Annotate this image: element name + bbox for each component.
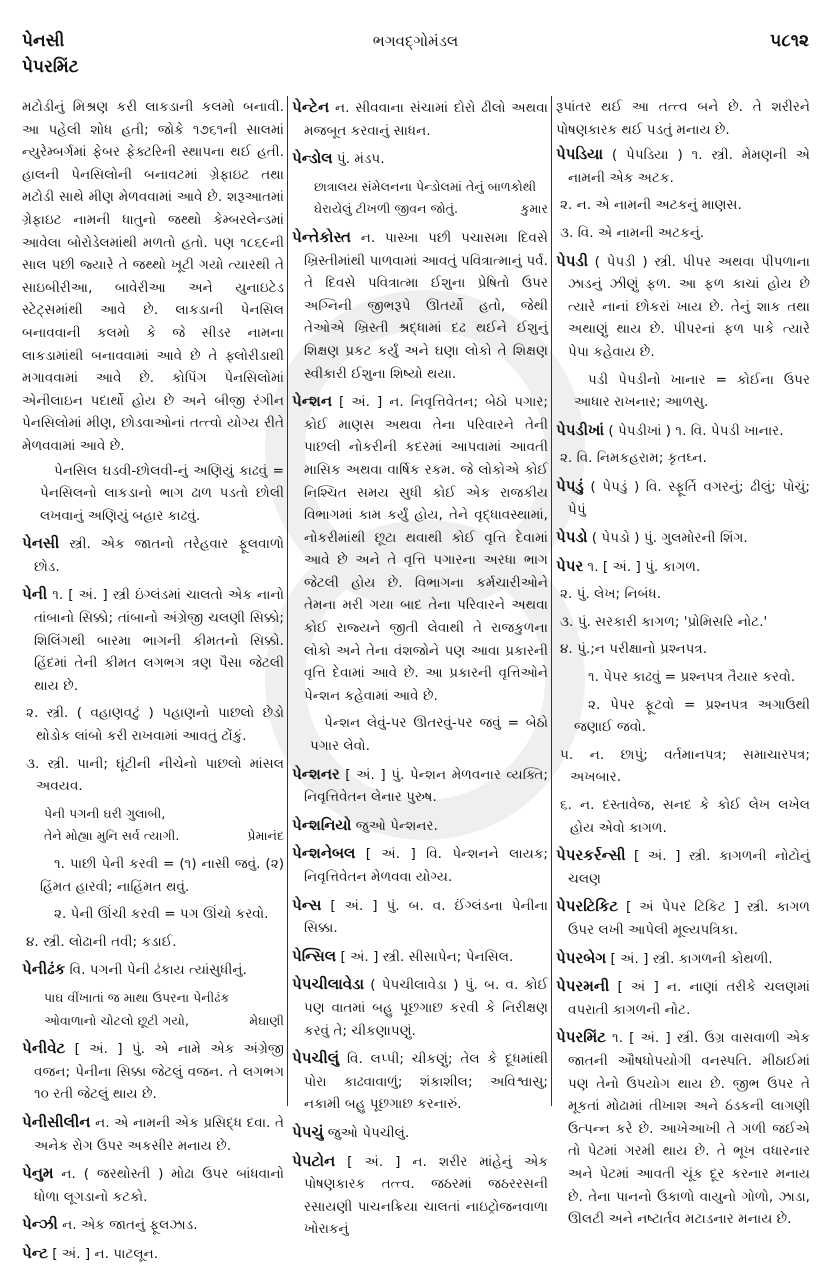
column-divider: [551, 96, 552, 1106]
entry-sense: [556, 638, 810, 661]
dictionary-entry: [556, 555, 810, 579]
definition-text: ન. એ નામની એક પ્રસિદ્ધ દવા. તે અનેક રોગ ઉપર અકસીર મનાય છે.: [34, 1114, 284, 1154]
idiom-phrase: [22, 460, 284, 528]
dictionary-entry: [556, 895, 810, 941]
definition-text: ૨. પું. લેખ; નિબંધ.: [560, 586, 662, 603]
dictionary-entry: [292, 945, 548, 969]
definition-text: ન. ( જરથોસ્તી ) મોઢા ઉપર બાંધવાનો ધોળા લૂગડાનો કટકો.: [34, 1166, 284, 1205]
headword: પેપરબેગ: [556, 948, 607, 967]
headword: પેન્શનિયો: [292, 815, 352, 834]
dictionary-entry: [22, 1037, 284, 1106]
entry-sense: [22, 702, 284, 747]
dictionary-entry: [556, 250, 810, 364]
definition-text: [ અં. ] વિ. પેન્શનને લાયક; નિવૃત્તિવેતન મેળવવા યોગ્ય.: [304, 846, 548, 885]
definition-text: ( પેપડી ) સ્ત્રી. પીપર અથવા પીપળાના ઝાડનું ઝીણું ફળ. આ ફળ કાચાં હોય છે ત્યારે નાનાં છોકરાં ખાય છે. તેનું શાક તથા અથાણું થાય છે. પીપરનાં ફળ પાકે ત્યારે પેપા કહેવાય છે.: [568, 253, 810, 360]
entry-continuation: [556, 96, 810, 141]
dictionary-entry: [556, 526, 810, 550]
dictionary-entry: [292, 894, 548, 940]
definition-text: ન. એક જાતનું ફૂલઝાડ.: [57, 1217, 198, 1234]
definition-text: [ અં. ] ન. શરીર માંહેનું એક પોષણકારક તત્ત્વ. જઠરમાં જઠરરસની રસાયણી પાચનક્રિયા ચાલતાં નાઇટ્રોજનવાળા ખોરાકનું: [304, 1153, 548, 1238]
headword: પેનસી: [22, 534, 60, 553]
dictionary-entry: [22, 1162, 284, 1208]
quote-attribution: પ્રેમાનંદ: [247, 828, 284, 844]
dictionary-entry: [556, 947, 810, 971]
dictionary-entry: [292, 842, 548, 888]
definition-text: ૩. સ્ત્રી. પાની; ઘૂંટીની નીચેનો પાછલો માંસલ અવયવ.: [26, 755, 284, 795]
column-divider: [287, 96, 288, 1106]
quote-line: પાઘ વીંખાતાં જ માથા ઉપરના પેનીઢંક: [44, 989, 230, 1005]
entry-sense: [22, 753, 284, 798]
dictionary-entry: [22, 958, 284, 982]
page-number: ૫૮૧૨: [770, 31, 809, 51]
dictionary-entry: [292, 973, 548, 1042]
definition-text: ૪. સ્ત્રી. લોઢાની તવી; કડાઈ.: [26, 933, 177, 950]
dictionary-entry: [292, 1121, 548, 1145]
headword: પેન્શનેબલ: [292, 844, 356, 863]
headword: પેપચીલાવેડા: [292, 975, 365, 994]
definition-text: [ અં. ] સ્ત્રી. કાગળની કોથળી.: [606, 950, 773, 967]
quotation: [22, 987, 284, 1032]
idiom-phrase: [292, 712, 548, 757]
idiom-phrase: [22, 903, 284, 926]
definition-text: પેનસિલ ઘડવી-છોલવી-નું અણિયું કાઢવું = પેનસિલનો લાકડાનો ભાગ ઢાળ પડતો છોલી લખવાનું અણિયું બહાર કાઢવું.: [40, 462, 284, 524]
definition-text: [ અં. ] પું. બ. વ. ઈંગ્લંડના પેનીના સિક્કા.: [304, 897, 548, 937]
definition-text: ( પેપડીખાં ) ૧. વિ. પેપડી ખાનાર.: [604, 422, 784, 439]
definition-text: ૫. ન. છાપું; વર્તમાનપત્ર; સમાચારપત્ર; અખબાર.: [560, 746, 810, 786]
definition-text: [ અં પેપર ટિકિટ ] સ્ત્રી. કાગળ ઉપર લખી આપેલી મૂલ્યપત્રિકા.: [568, 899, 810, 938]
definition-text: [ અં. ] ન. નિવૃત્તિવેતન; બેઠો પગાર; કોઈ માણસ અથવા તેના પરિવારને તેની પાછલી નોકરીની કદરમાં આપવામાં આવતી માસિક અથવા વાર્ષિક રકમ. જે લોકોએ કોઈ નિશ્ચિત સમય સુધી કોઈ એક રાજકીય વિભાગમાં કામ કર્યું હોય, તેને વૃદ્ધાવસ્થામાં, નોકરીમાંથી છૂટા થવાથી કોઈ વૃત્તિ દેવામાં આવે છે અને તે વૃત્તિ પગારના અરધા ભાગ જેટલી હોય છે. વિભાગના કર્મચારીઓને તેમના મરી ગયા બાદ તેના પરિવારને અથવા કોઈ રાજ્યને જીતી લેવાથી તે રાજકુળના લોકો અને તેના વંશજોને પણ આવા પ્રકારની વૃત્તિ દેવામાં આવે છે. આ પ્રકારની વૃત્તિઓને પેન્શન કહેવામાં આવે છે.: [304, 394, 548, 704]
definition-text: પેન્શન લેવું-પર ઊતરવું-પર જવું = બેઠો પગાર લેવો.: [310, 715, 548, 755]
definition-text: રૂપાંતર થઈ આ તત્ત્વ બને છે. તે શરીરને પોષણકારક થઈ પડતું મનાય છે.: [556, 99, 810, 138]
dictionary-entry: [292, 390, 548, 707]
dictionary-entry: [556, 844, 810, 890]
definition-text: જુઓ પેન્શનર.: [351, 817, 438, 834]
headword: પેન્ડોલ: [292, 149, 333, 168]
dictionary-entry: [292, 763, 548, 809]
definition-text: [ અં. ] પું. એ નામે એક અંગ્રેજી વજન; પેનીના સિક્કા જેટલું વજન. તે લગભગ ૧૦ રતી જેટલું થાય છે.: [34, 1041, 284, 1103]
dictionary-entry: [22, 1213, 284, 1237]
definition-text: [ અં. ] પું. પેન્શન મેળવનાર વ્યક્તિ; નિવૃત્તિવેતન લેનાર પુરુષ.: [304, 766, 548, 806]
dictionary-entry: [556, 975, 810, 1021]
idiom-phrase: [556, 694, 810, 739]
definition-text: [ અં. ] ન. પાટલૂન.: [47, 1245, 159, 1262]
column-1: [22, 96, 284, 1271]
definition-text: ( પેપચીલાવેડા ) પું. બ. વ. કોઈ પણ વાતમાં બહુ પૂછગાછ કરવી કે નિરીક્ષણ કરવું તે; ચીકણાપણું.: [304, 977, 548, 1039]
headword: પેપરકર્રન્સી: [556, 846, 626, 865]
quote-attribution: મેઘાણી: [249, 1012, 284, 1028]
dictionary-entry: [292, 226, 548, 385]
dictionary-entry: [292, 147, 548, 171]
headword: પેપટોન: [292, 1151, 336, 1170]
entry-sense: [556, 447, 810, 470]
entry-sense: [556, 194, 810, 217]
definition-text: જુઓ પેપચીલું.: [323, 1124, 410, 1141]
definition-text: ૨. વિ. નિમકહરામ; કૃતઘ્ન.: [560, 450, 707, 467]
definition-text: ( પેપડો ) પું. ગુલમોરની શિંગ.: [587, 530, 748, 547]
entry-sense: [22, 931, 284, 954]
definition-text: સ્ત્રી. એક જાતનો તરેહવાર ફૂલવાળો છોડ.: [34, 536, 284, 575]
headword: પેનુમ: [22, 1164, 54, 1183]
idiom-phrase: [556, 666, 810, 689]
dictionary-entry: [22, 1242, 284, 1266]
definition-text: [ અં. ] સ્ત્રી. કાગળની નોટોનું ચલણ: [568, 848, 810, 887]
headword: પેન્શનર: [292, 764, 340, 783]
headword: પેપરમની: [556, 977, 610, 996]
column-2: [292, 96, 548, 1246]
headword: પેનીસીલીન: [22, 1112, 91, 1131]
definition-text: [ અં. ] સ્ત્રી. સીસાપેન; પેનસિલ.: [336, 948, 514, 965]
headword: પેન્તેકોસ્ત: [292, 227, 351, 246]
definition-text: ૧. [ અં. ] સ્ત્રી. ઉગ્ર વાસવાળી એક જાતની ઔષધોપયોગી વનસ્પતિ. મીઠાઈમાં પણ તેનો ઉપયોગ થાય છે. જીભ ઉપર તે મૂકતાં મોઢામાં તીખાશ અને ઠંડકની લાગણી ઉત્પન્ન કરે છે. આખેઆખી તે ગળી જઈએ તો પેટમાં ગરમી થાય છે. તે ભૂખ વધારનાર અને પેટમાં આવતી ચૂંક દૂર કરનાર મનાય છે. તેના પાનનો ઉકાળો વાયુનો ગોળો, ઝાડા, ઊલટી અને નષ્ટાર્તવ મટાડનાર મનાય છે.: [568, 1030, 810, 1228]
entry-sense: [556, 222, 810, 245]
dictionary-title: ભગવદ્ગોમંડલ: [372, 32, 459, 50]
dictionary-entry: [292, 1047, 548, 1116]
quote-line: પેની પગની ઘરી ગુલાબી,: [44, 805, 166, 821]
headword: પેન્શન: [292, 392, 332, 411]
entry-continuation: [22, 96, 284, 458]
dictionary-entry: [22, 583, 284, 697]
definition-text: ૩. વિ. એ નામની અટકનું.: [560, 224, 705, 241]
headword: પેપચીલું: [292, 1049, 340, 1068]
quote-line: ઘેરાયેલું ટીખળી જીવન જોતું.: [314, 201, 458, 217]
entry-sense: [556, 611, 810, 634]
headword: પેન્સિલ: [292, 946, 337, 965]
definition-text: ૨. સ્ત્રી. ( વહાણવટું ) પહાણનો પાછલો છેડો થોડોક લાંબો કરી રાખવામાં આવતું ટોંકું.: [26, 705, 284, 745]
definition-text: પડી પેપડીનો ખાનાર = કોઈના ઉપર આધાર રાખનાર; આળસુ.: [574, 371, 810, 411]
column-3: [556, 96, 810, 1236]
definition-text: ન. પાસ્ખા પછી પચાસમા દિવસે ખ્રિસ્તીમાંથી પાળવામાં આવતું પવિત્રાત્માનું પર્વ. તે દિવસે પવિત્રાત્મા ઈશુના પ્રેષિતો ઉપર અગ્નિની જીભરૂપે ઊતર્યો હતો, જેથી તેઓએ ખ્રિસ્તી શ્રદ્ધામાં દઢ થઈને ઈશુનું શિક્ષણ પ્રકટ કર્યું અને ઘણા લોકો તે શિક્ષણ સ્વીકારી ઈશુના શિષ્યો થયા.: [304, 229, 548, 382]
dictionary-entry: [556, 1026, 810, 1230]
entry-sense: [556, 744, 810, 789]
definition-text: ૧. [ અં. ] પું. કાગળ.: [583, 558, 701, 575]
dictionary-entry: [556, 419, 810, 443]
quote-line: ઓવાળાનો ચોટલો છૂટી ગયો,: [44, 1012, 189, 1028]
idiom-phrase: [556, 369, 810, 414]
definition-text: ૨. પેપર ફૂટવો = પ્રશ્નપત્ર અગાઉથી જણાઈ જવો.: [574, 696, 810, 736]
headword: પેનીવેટ: [22, 1039, 66, 1058]
definition-text: ૨. પેની ઊંચી કરવી = પગ ઊંચો કરવો.: [54, 906, 269, 923]
definition-text: ૬. ન. દસ્તાવેજ, સનદ કે કોઈ લેખ લખેલ હોય એવો કાગળ.: [560, 797, 810, 836]
idiom-phrase: [22, 853, 284, 898]
headword: પેન્ટ: [22, 1243, 48, 1262]
definition-text: ૨. ન. એ નામની અટકનું માણસ.: [560, 197, 742, 214]
headword: પેપચું: [292, 1122, 324, 1141]
quote-line: તેને મોહ્યા મુનિ સર્વ ત્યાગી.: [44, 828, 180, 844]
definition-text: ( પેપડું ) વિ. સ્ફૂર્તિ વગરનું; ઢીલું; પોચું; પેપું: [568, 478, 810, 518]
quote-line: છાત્રાલય સંમેલનના પેન્ડોલમાં તેનું બાળકોથી: [314, 178, 537, 194]
headword: પેપડો: [556, 528, 588, 547]
headword: પેપર: [556, 556, 584, 575]
entry-sense: [556, 794, 810, 839]
headword: પેની: [22, 585, 48, 604]
definition-text: ( પેપડિયા ) ૧. સ્ત્રી. મેમણની એ નામની એક અટક.: [568, 147, 810, 186]
headword: પેપરટિકિટ: [556, 897, 619, 916]
entry-sense: [556, 583, 810, 606]
dictionary-entry: [292, 96, 548, 142]
dictionary-entry: [556, 143, 810, 189]
definition-text: [ અં ] ન. નાણાં તરીકે ચલણમાં વપરાતી કાગળની નોટ.: [568, 979, 810, 1018]
definition-text: ૩. પું. સરકારી કાગળ; 'પ્રોમિસરિ નોટ.': [560, 613, 768, 630]
dictionary-entry: [22, 532, 284, 578]
headword: પેપડું: [556, 476, 584, 495]
definition-text: વિ. પગની પેની ઢંકાય ત્યાંસુધીનું.: [65, 962, 247, 979]
quotation: [22, 803, 284, 848]
headword: પેન્સ: [292, 895, 322, 914]
definition-text: પું. મંડપ.: [332, 151, 385, 168]
headword: પેપડીખાં: [556, 420, 605, 439]
definition-text: વિ. લપ્પી; ચીકણું; તેલ કે દૂધમાંથી પોરા કાઢવાવાળું; શંકાશીલ; અવિશ્વાસુ; નકામી બહુ પૂછગાછ કરનારું.: [304, 1051, 548, 1113]
dictionary-entry: [292, 814, 548, 838]
definition-text: મટોડીનું મિશ્રણ કરી લાકડાની કલમો બનાવી. આ પહેલી શોધ હતી; જોકે ૧૭૬૧ની સાલમાં ન્યુરેમ્બર્ગમાં ફેબર ફેક્ટરિની સ્થાપના થઈ હતી. હાલની પેનસિલોની બનાવટમાં ગ્રેફાઇટ તથા મટોડી સાથે મીણ મેળવવામાં આવે છે. શરૂઆતમાં ગ્રેફાઇટ નામની ધાતુનો જથ્થો કેમ્બરલેન્ડમાં આવેલા બોરોડેલમાંથી મળતો હતો. પણ ૧૮૬૯ની સાલ પછી જ્યારે તે જથ્થો ખૂટી ગયો ત્યારથી તે સાઇબીરીઆ, બાવેરીઆ અને યુનાઇટેડ સ્ટેટ્સમાંથી આવે છે. લાકડાની પેનસિલ બનાવવાની કલમો કે જે સીડર નામના લાકડામાંથી બનાવવામાં આવે છે તે ફ્લોરીડાથી મગાવવામાં આવે છે. કોપિંગ પેનસિલોમાં એનીલાઇન પદાર્થો હોય છે અને બીજી રંગીન પેનસિલોમાં મીણ, છોડવાઓનાં તત્ત્વો યોગ્ય રીતે મેળવવામાં આવે છે.: [22, 99, 284, 454]
definition-text: ૧. પાછી પેની કરવી = (૧) નાસી જવું. (૨) હિંમત હારવી; નાહિંમત થવું.: [40, 856, 284, 895]
quotation: [292, 176, 548, 221]
headword: પેપરમિંટ: [556, 1028, 606, 1047]
headword: પેપડિયા: [556, 145, 604, 164]
definition-text: ૧. [ અં. ] સ્ત્રી ઇંગ્લંડમાં ચાલતો એક નાનો તાંબાનો સિક્કો; તાંબાનો અંગ્રેજી ચલણી સિક્કો; શિલિંગથી બારમા ભાગની કીમતનો સિક્કો. હિંદમાં તેની કીમત લગભગ ત્રણ પૈસા જેટલી થાય છે.: [34, 587, 284, 694]
definition-text: ૧. પેપર કાઢવું = પ્રશ્નપત્ર તૈયાર કરવો.: [588, 669, 796, 686]
guide-word-first: પેનસી: [22, 31, 65, 51]
quote-attribution: કુમાર: [520, 201, 548, 217]
headword: પેન્ઝી: [22, 1215, 58, 1234]
definition-text: ન. સીવવાના સંચામાં દોરો ઢીલો અથવા મજબૂત કરવાનું સાધન.: [304, 100, 548, 139]
definition-text: ૪. પું.;ન પરીક્ષાનો પ્રશ્નપત્ર.: [560, 641, 708, 658]
headword: પેનીઢંક: [22, 960, 66, 979]
headword: પેપડી: [556, 251, 588, 270]
dictionary-entry: [556, 475, 810, 521]
guide-word-last: પેપરમિંટ: [22, 57, 79, 77]
page-header: [22, 28, 809, 88]
dictionary-entry: [292, 1150, 548, 1241]
headword: પેન્ટેન: [292, 98, 330, 116]
